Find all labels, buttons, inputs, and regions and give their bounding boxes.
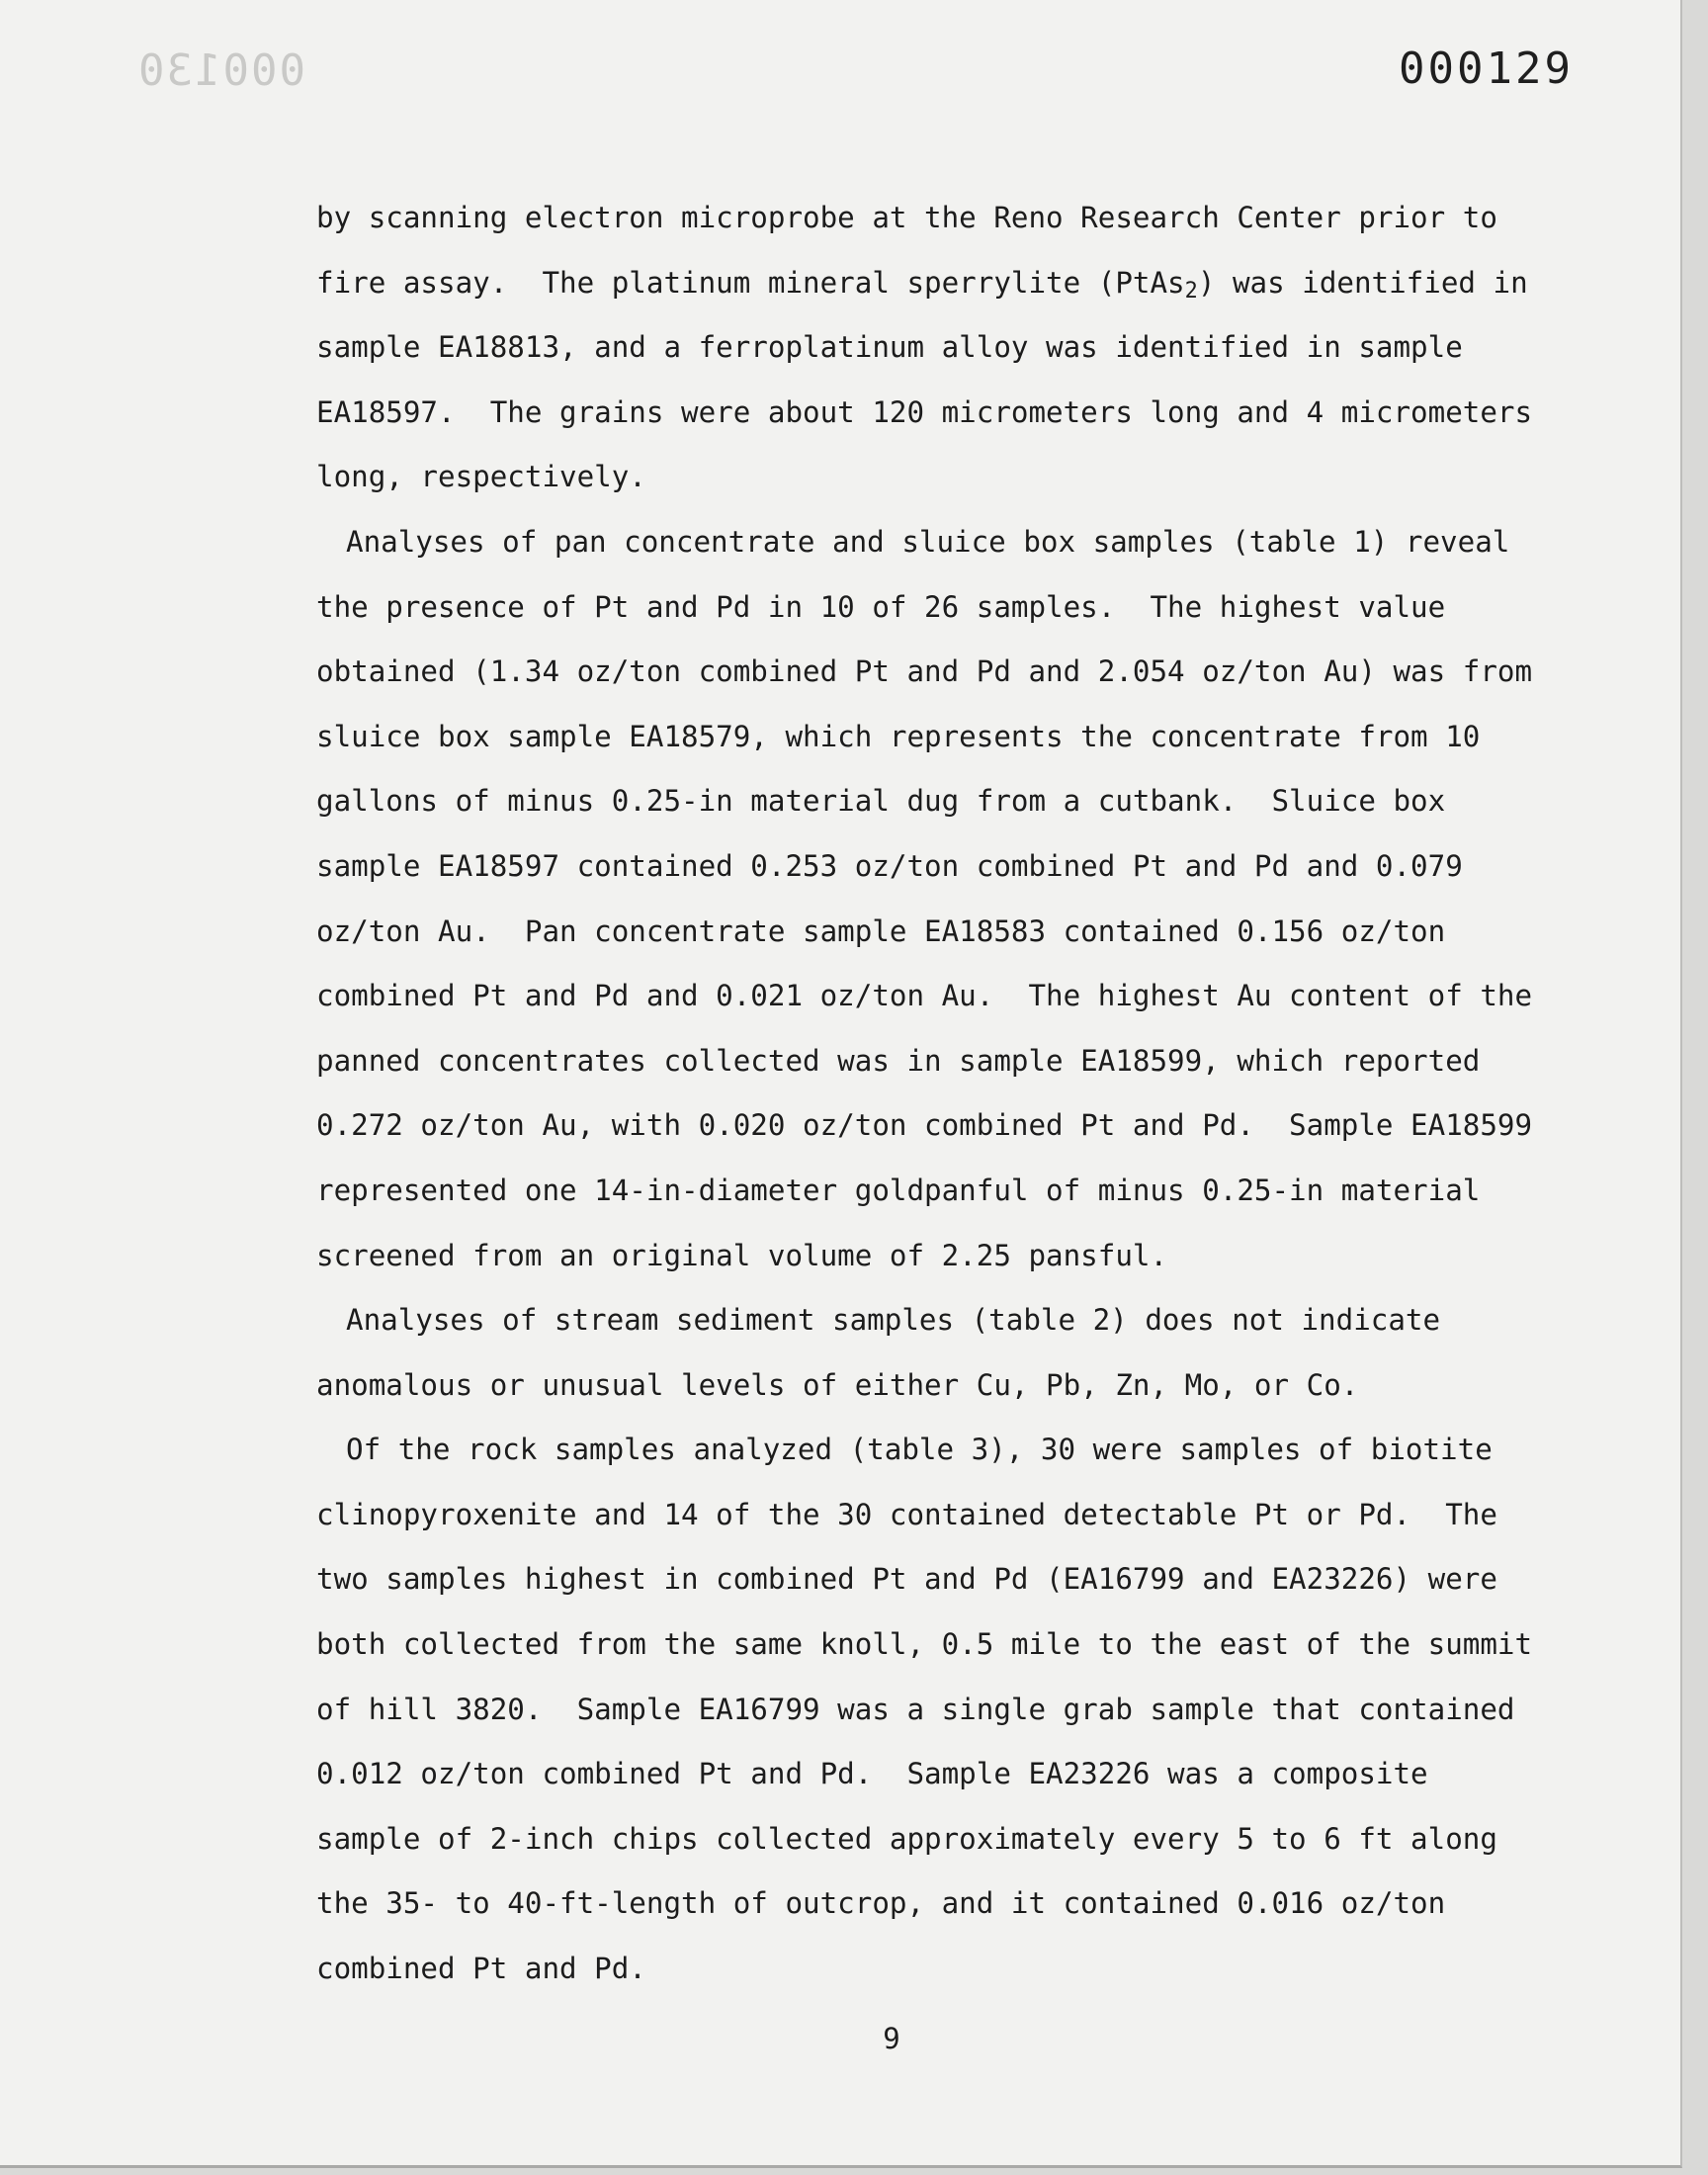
text-line: the presence of Pt and Pd in 10 of 26 samples. The highest value xyxy=(316,589,1446,624)
text-line: Of the rock samples analyzed (table 3), 30 were samples of biotite xyxy=(346,1433,1493,1467)
text-line: anomalous or unusual levels of either Cu, Pb, Zn, Mo, or Co. xyxy=(316,1367,1359,1402)
text-line: both collected from the same knoll, 0.5 mile to the east of the summit xyxy=(316,1627,1533,1662)
text-line: long, respectively. xyxy=(316,460,646,494)
text-line: combined Pt and Pd and 0.021 oz/ton Au. The highest Au content of the xyxy=(316,979,1533,1013)
text-line: of hill 3820. Sample EA16799 was a single grab sample that contained xyxy=(316,1692,1515,1726)
text-line: represented one 14-in-diameter goldpanful of minus 0.25-in material xyxy=(316,1173,1481,1207)
text-line: Analyses of stream sediment samples (table 2) does not indicate xyxy=(346,1303,1441,1338)
text-line: the 35- to 40-ft-length of outcrop, and it contained 0.016 oz/ton xyxy=(316,1886,1446,1921)
text-line: panned concentrates collected was in sample EA18599, which reported xyxy=(316,1043,1481,1078)
subscript: 2 xyxy=(1184,278,1198,304)
document-number-stamp: 000129 xyxy=(1399,44,1574,94)
text-line: 0.272 oz/ton Au, with 0.020 oz/ton combined Pt and Pd. Sample EA18599 xyxy=(316,1108,1533,1143)
text-line: Analyses of pan concentrate and sluice box samples (table 1) reveal xyxy=(346,524,1510,559)
text-line: 0.012 oz/ton combined Pt and Pd. Sample EA23226 was a composite xyxy=(316,1757,1428,1791)
text-line: sample EA18813, and a ferroplatinum alloy was identified in sample xyxy=(316,330,1463,365)
text-line: two samples highest in combined Pt and Pd (EA16799 and EA23226) were xyxy=(316,1562,1497,1597)
text-line: clinopyroxenite and 14 of the 30 contained detectable Pt or Pd. The xyxy=(316,1497,1497,1531)
body-text xyxy=(316,186,1533,2002)
text-line: obtained (1.34 oz/ton combined Pt and Pd and 2.054 oz/ton Au) was from xyxy=(316,654,1533,689)
text-line: combined Pt and Pd. xyxy=(316,1952,646,1986)
text-line xyxy=(316,251,1528,316)
text-line: screened from an original volume of 2.25 pansful. xyxy=(316,1238,1168,1272)
text-line: by scanning electron microprobe at the Reno Research Center prior to xyxy=(316,201,1497,234)
text-line: oz/ton Au. Pan concentrate sample EA18583 contained 0.156 oz/ton xyxy=(316,914,1446,948)
text-line: sluice box sample EA18579, which represents the concentrate from 10 xyxy=(316,719,1481,753)
text-line: gallons of minus 0.25-in material dug from a cutbank. Sluice box xyxy=(316,784,1446,819)
text-segment: fire assay. The platinum mineral sperrylite (PtAs xyxy=(316,265,1185,300)
faint-bleed-through-stamp: 000130 xyxy=(136,45,305,96)
page-number: 9 xyxy=(883,2022,900,2055)
text-segment: ) was identified in xyxy=(1197,265,1528,300)
text-line: sample EA18597 contained 0.253 oz/ton combined Pt and Pd and 0.079 xyxy=(316,848,1463,883)
text-line: sample of 2-inch chips collected approximately every 5 to 6 ft along xyxy=(316,1821,1497,1856)
text-line: EA18597. The grains were about 120 micrometers long and 4 micrometers xyxy=(316,394,1533,429)
